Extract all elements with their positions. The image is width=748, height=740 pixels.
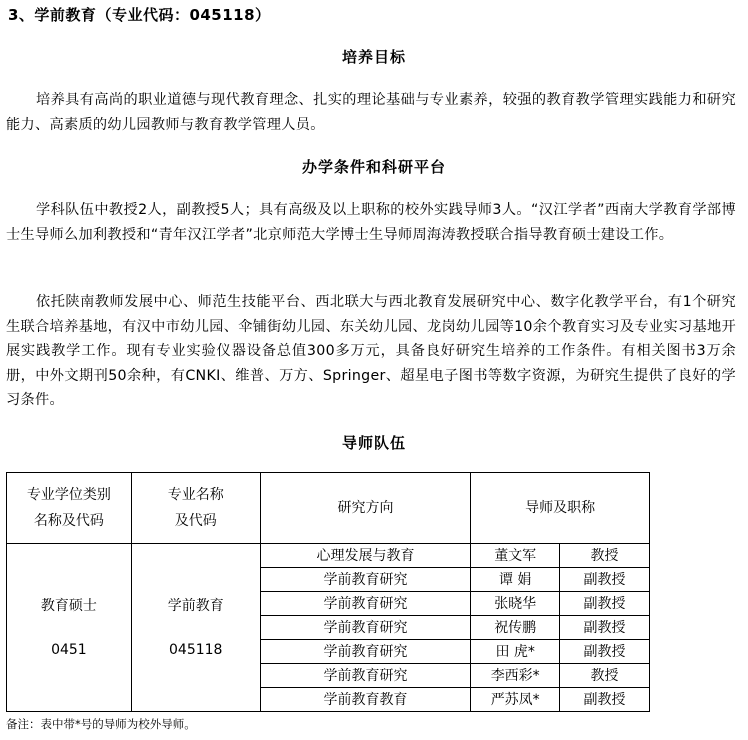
- direction-cell: 学前教育研究: [260, 592, 471, 616]
- header-mentor-title: 导师及职称: [471, 473, 650, 544]
- direction-cell: 学前教育研究: [260, 616, 471, 640]
- direction-cell: 学前教育研究: [260, 664, 471, 688]
- mentor-title-cell: 副教授: [560, 640, 650, 664]
- header-research-direction: 研究方向: [260, 473, 471, 544]
- conditions-paragraph-2: 依托陕南教师发展中心、师范生技能平台、西北联大与西北教育发展研究中心、数字化教学平台，有1个研究生联合培养基地，有汉中市幼儿园、伞铺街幼儿园、东关幼儿园、龙岗幼儿园等10余个教育实习及专业实习基地开展实践教学工作。现有专业实验仪器设备总值300多万元，具备良好研究生培养的工作条件。有相关图书3万余册，中外文期刊50余种，有CNKI、维普、万方、Springer、超星电子图书等数字资源，为研究生提供了良好的学习条件。: [6, 294, 736, 408]
- header-degree-category: [7, 473, 132, 544]
- major-code: 045118: [169, 641, 223, 658]
- mentor-title-cell: 副教授: [560, 688, 650, 712]
- section-title: 3、学前教育（专业代码：045118）: [8, 6, 271, 24]
- mentor-name-cell: 谭 娟: [471, 568, 560, 592]
- mentor-name-cell: 董文军: [471, 544, 560, 568]
- degree-cell: [7, 544, 132, 712]
- mentor-name-cell: 田 虎*: [471, 640, 560, 664]
- mentor-title-cell: 副教授: [560, 616, 650, 640]
- conditions-heading: 办学条件和科研平台: [301, 158, 446, 176]
- direction-cell: 心理发展与教育: [260, 544, 471, 568]
- conditions-paragraph-1: 学科队伍中教授2人，副教授5人；具有高级及以上职称的校外实践导师3人。“汉江学者”西南大学教育学部博士生导师么加利教授和“青年汉江学者”北京师范大学博士生导师周海涛教授联合指导教育硕士建设工作。: [6, 202, 736, 243]
- mentors-table: [6, 472, 650, 712]
- table-row: [7, 544, 650, 568]
- major-name: 学前教育: [167, 597, 224, 614]
- degree-name: 教育硕士: [40, 597, 97, 614]
- mentor-title-cell: 教授: [560, 664, 650, 688]
- table-header-row: [7, 473, 650, 544]
- mentors-heading: 导师队伍: [341, 434, 406, 452]
- mentor-name-cell: 严苏凤*: [471, 688, 560, 712]
- header-major: [131, 473, 260, 544]
- goals-paragraph: 培养具有高尚的职业道德与现代教育理念、扎实的理论基础与专业素养，较强的教育教学管理实践能力和研究能力、高素质的幼儿园教师与教育教学管理人员。: [6, 92, 736, 133]
- direction-cell: 学前教育教育: [260, 688, 471, 712]
- major-cell: [131, 544, 260, 712]
- degree-code: 0451: [51, 641, 87, 658]
- mentor-name-cell: 李西彩*: [471, 664, 560, 688]
- mentor-name-cell: 张晓华: [471, 592, 560, 616]
- goals-heading: 培养目标: [341, 48, 406, 66]
- mentor-title-cell: 副教授: [560, 568, 650, 592]
- header-degree-line1: 专业学位类别: [26, 487, 111, 503]
- header-major-line2: 及代码: [174, 513, 217, 529]
- mentor-title-cell: 教授: [560, 544, 650, 568]
- mentor-title-cell: 副教授: [560, 592, 650, 616]
- table-note: 备注：表中带*号的导师为校外导师。: [6, 717, 196, 731]
- header-major-line1: 专业名称: [167, 487, 224, 503]
- mentor-name-cell: 祝传鹏: [471, 616, 560, 640]
- direction-cell: 学前教育研究: [260, 640, 471, 664]
- direction-cell: 学前教育研究: [260, 568, 471, 592]
- header-degree-line2: 名称及代码: [33, 513, 104, 529]
